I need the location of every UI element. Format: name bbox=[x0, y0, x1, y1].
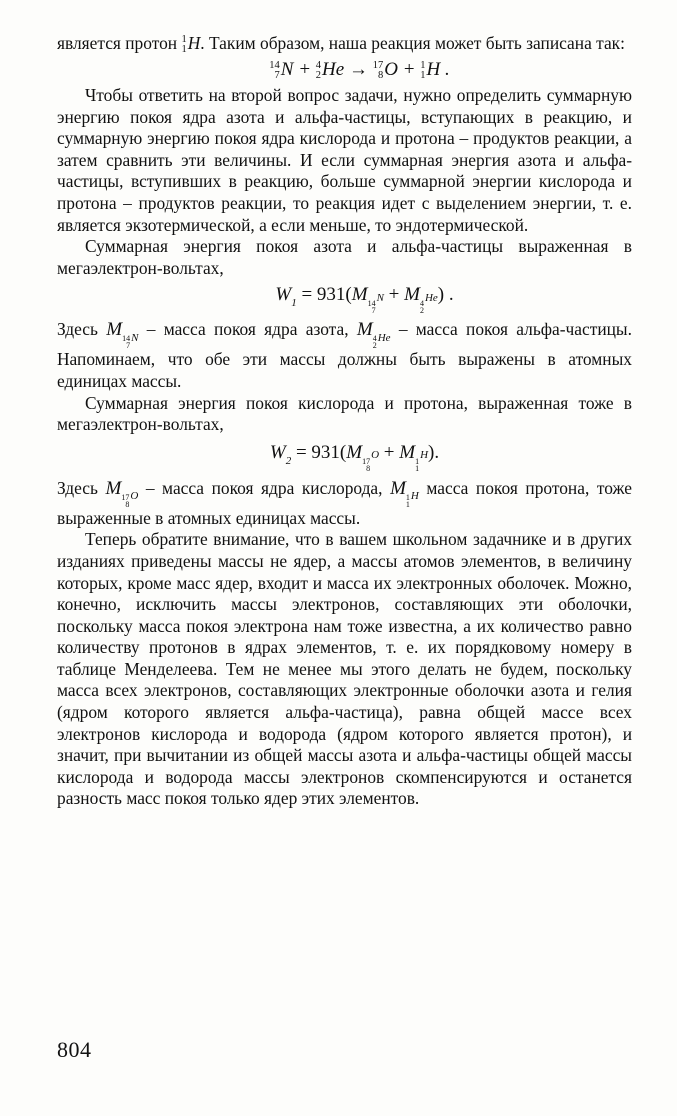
mass-symbol: M bbox=[390, 477, 406, 499]
atomic-number: 8 bbox=[366, 463, 371, 473]
mass-number: 1 bbox=[415, 456, 420, 466]
atomic-number: 1 bbox=[420, 69, 426, 81]
text-run: Здесь bbox=[57, 477, 98, 498]
nuclide-oxygen bbox=[373, 55, 398, 85]
page-number: 804 bbox=[57, 1037, 92, 1062]
element-symbol: H bbox=[420, 448, 429, 461]
isotope-numbers bbox=[122, 335, 130, 349]
energy-symbol: W bbox=[269, 441, 286, 463]
mass-number: 17 bbox=[362, 456, 371, 466]
subscript-hydrogen bbox=[406, 486, 419, 508]
mass-symbol: M bbox=[346, 441, 363, 463]
atomic-number: 2 bbox=[419, 306, 424, 316]
isotope-numbers bbox=[373, 61, 384, 81]
atomic-number: 7 bbox=[274, 69, 280, 81]
text-run: – масса покоя ядра азота, bbox=[146, 319, 349, 340]
isotope-numbers bbox=[316, 61, 321, 81]
element-symbol: N bbox=[376, 292, 384, 305]
subscript: 1 bbox=[291, 297, 297, 310]
mass-symbol: M bbox=[106, 319, 123, 341]
mass-number: 17 bbox=[121, 492, 130, 502]
mass-number: 4 bbox=[315, 59, 322, 71]
isotope-numbers bbox=[121, 494, 129, 508]
nuclide-hydrogen bbox=[420, 55, 440, 85]
subscript: 2 bbox=[285, 454, 292, 467]
text-run: – масса покоя ядра кислорода, bbox=[145, 477, 383, 498]
paragraph-6 bbox=[57, 478, 632, 530]
text-run: является протон bbox=[57, 33, 178, 53]
nuclide-hydrogen bbox=[181, 33, 200, 55]
nuclide-nitrogen bbox=[269, 55, 293, 85]
element-symbol: O bbox=[371, 448, 380, 461]
mass-symbol: M bbox=[105, 477, 122, 499]
element-symbol: O bbox=[384, 59, 398, 80]
text-run: . Таким образом, наша реакция может быть записана так: bbox=[200, 33, 625, 53]
period: . bbox=[444, 59, 450, 80]
plus-sign: + bbox=[402, 59, 416, 80]
mass-number: 1 bbox=[420, 59, 426, 71]
reaction-equation bbox=[57, 55, 632, 85]
atomic-number: 1 bbox=[415, 463, 420, 473]
nuclide-helium bbox=[316, 55, 344, 85]
element-symbol: O bbox=[130, 490, 139, 503]
text-run: – масса покоя альфа-частицы. Напоминаем, что обе эти массы должны быть выражены в атомных единицах массы. bbox=[57, 319, 632, 391]
mass-symbol: M bbox=[356, 319, 373, 341]
mass-number: 4 bbox=[372, 334, 377, 344]
element-symbol: He bbox=[424, 292, 438, 305]
text-run: масса покоя протона, тоже выраженные в атомных единицах массы. bbox=[57, 477, 632, 528]
arrow-icon: → bbox=[348, 59, 368, 80]
element-symbol: H bbox=[187, 33, 201, 53]
mass-number: 17 bbox=[372, 59, 384, 71]
energy-symbol: W bbox=[275, 284, 292, 306]
element-symbol: H bbox=[426, 59, 441, 80]
atomic-number: 7 bbox=[126, 341, 131, 351]
formula-w1 bbox=[57, 279, 632, 319]
paragraph-7: Теперь обратите внимание, что в вашем школьном задачнике и в других изданиях приведены массы не ядер, а массы атомов элементов, в величину которых, кроме масс ядер, входит и масса их электронных оболочек. Можно, конечно, исключить массы электронов, составляющих эти оболочки, поскольку масса покоя электрона нам тоже известна, а их количество равно количеству протонов в ядрах элементов, т. е. их порядковому номеру в таблице Менделеева. Тем не менее мы этого делать не будем, поскольку масса всех электронов, составляющих электронные оболочки азота и гелия (ядром которого является альфа-частица), равна общей массе всех электронов кислорода и водорода (ядром которого является протон), и значит, при вычитании из общей массы азота и альфа-частицы общей массы кислорода и водорода массы электронов скомпенсируются и останется разность масс покоя только ядер этих элементов. bbox=[57, 529, 632, 809]
paragraph-1 bbox=[57, 33, 632, 55]
element-symbol: He bbox=[377, 331, 391, 344]
paragraph-3: Суммарная энергия покоя азота и альфа-частицы выраженная в мегаэлектрон-вольтах, bbox=[57, 236, 632, 278]
plus-sign: + bbox=[379, 441, 400, 463]
atomic-number: 1 bbox=[181, 44, 187, 55]
atomic-number: 8 bbox=[125, 499, 130, 509]
mass-symbol: M bbox=[351, 284, 368, 306]
subscript-helium bbox=[420, 282, 438, 314]
isotope-numbers bbox=[368, 300, 376, 314]
element-symbol: He bbox=[322, 59, 345, 80]
paragraph-5: Суммарная энергия покоя кислорода и протона, выраженная тоже в мегаэлектрон-вольтах, bbox=[57, 392, 632, 435]
coefficient: = 931( bbox=[301, 284, 352, 306]
mass-symbol: M bbox=[404, 284, 420, 306]
paragraph-4 bbox=[57, 319, 632, 392]
isotope-numbers bbox=[362, 458, 370, 472]
mass-number: 1 bbox=[405, 492, 410, 502]
atomic-number: 1 bbox=[405, 499, 410, 509]
formula-w2 bbox=[57, 436, 632, 478]
subscript-nitrogen bbox=[122, 328, 138, 350]
isotope-numbers bbox=[406, 494, 410, 508]
coefficient: = 931( bbox=[295, 441, 347, 463]
mass-number: 14 bbox=[122, 334, 131, 344]
subscript-oxygen bbox=[362, 438, 379, 472]
mass-number: 14 bbox=[367, 299, 376, 309]
plus-sign: + bbox=[383, 284, 405, 306]
closing-paren: ). bbox=[428, 441, 440, 463]
isotope-numbers bbox=[420, 300, 424, 314]
text-run: Здесь bbox=[57, 319, 98, 340]
subscript-nitrogen bbox=[368, 282, 384, 314]
mass-number: 4 bbox=[419, 299, 424, 309]
element-symbol: H bbox=[410, 490, 419, 503]
subscript-oxygen bbox=[121, 486, 138, 508]
mass-symbol: M bbox=[399, 441, 416, 463]
subscript-helium bbox=[373, 328, 391, 350]
isotope-numbers bbox=[420, 61, 425, 81]
isotope-numbers bbox=[373, 335, 377, 349]
subscript-hydrogen bbox=[415, 438, 428, 472]
isotope-numbers bbox=[415, 458, 419, 472]
atomic-number: 2 bbox=[372, 341, 377, 351]
isotope-numbers bbox=[269, 61, 280, 81]
atomic-number: 2 bbox=[315, 69, 322, 81]
mass-number: 14 bbox=[269, 59, 280, 71]
closing-paren: ) . bbox=[437, 284, 454, 306]
element-symbol: N bbox=[131, 331, 139, 344]
body-text bbox=[57, 33, 632, 810]
isotope-numbers bbox=[181, 35, 186, 55]
mass-number: 1 bbox=[181, 34, 187, 45]
atomic-number: 8 bbox=[377, 69, 384, 81]
plus-sign: + bbox=[298, 59, 312, 80]
atomic-number: 7 bbox=[371, 306, 376, 316]
paragraph-2: Чтобы ответить на второй вопрос задачи, нужно определить суммарную энергию покоя ядра азота и альфа-частицы, вступающих в реакцию, и суммарную энергию покоя ядра кислорода и протона – продуктов реакции, а затем сравнить эти величины. И если суммарная энергия азота и альфа-частицы, вступивших в реакцию, больше суммарной энергии кислорода и протона – продуктов реакции, то реакция идет с выделением энергии, т. е. является экзотермической, а если меньше, то эндотермической. bbox=[57, 85, 632, 235]
element-symbol: N bbox=[280, 59, 294, 80]
